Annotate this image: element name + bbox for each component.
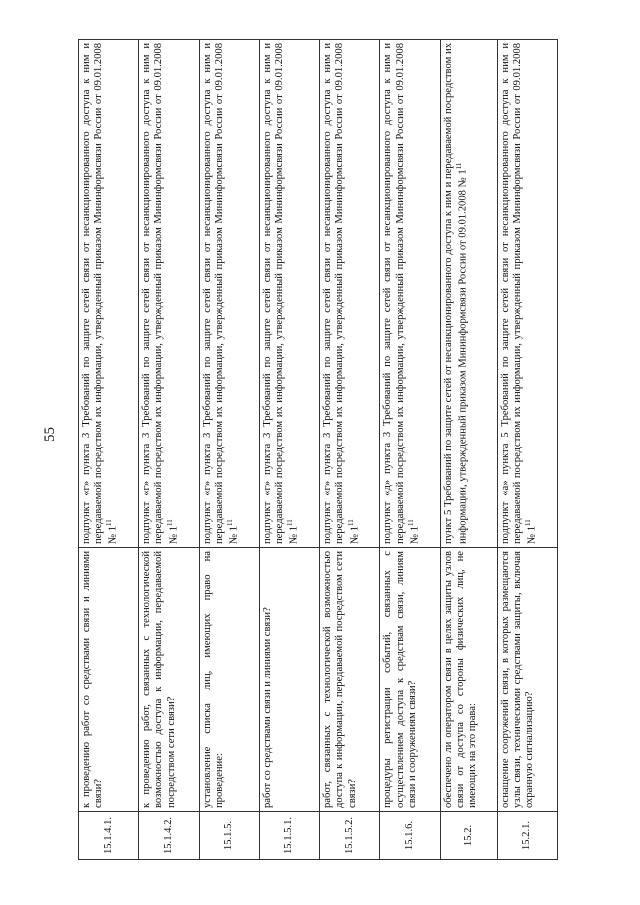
reference-text: пункт 5 Требований по защите сетей от несанкционированного доступа к ним и передаваемой посредством их информации, утвержденный приказом Мининформсвязи России от 09.01.2008 № 1 — [442, 43, 469, 544]
rotated-table-container — [78, 40, 558, 860]
reference-cell — [440, 40, 497, 548]
table-row — [440, 40, 497, 860]
table-row — [259, 40, 319, 860]
table-row — [139, 40, 199, 860]
footnote-marker: 11 — [346, 519, 355, 526]
reference-text: подпункт «г» пункта 3 Требований по защите сетей связи от несанкционированного доступа к ним и передаваемой посредством их информации, утвержденный приказом Мининформсвязи России от 09.01.2008 № 1 — [141, 43, 180, 544]
reference-cell — [79, 40, 139, 548]
reference-cell — [380, 40, 440, 548]
question-cell: установление списка лиц, имеющих право на проведение: — [199, 548, 259, 812]
question-cell: обеспечено ли оператором связи в целях защиты узлов связи от доступа со стороны физических лиц, не имеющих на это права: — [440, 548, 497, 812]
footnote-marker: 11 — [523, 519, 532, 526]
item-number: 15.2.1. — [497, 812, 557, 860]
question-cell: процедуры регистрации событий, связанных с осуществлением доступа к средствам связи, линиям связи и сооружениям связи? — [380, 548, 440, 812]
question-cell: к проведению работ, связанных с технологической возможностью доступа к информации, передаваемой посредством сети связи? — [139, 548, 199, 812]
item-number: 15.1.5.1. — [259, 812, 319, 860]
reference-cell — [139, 40, 199, 548]
question-cell: работ, связанных с технологической возможностью доступа к информации, передаваемой посредством сети связи? — [320, 548, 380, 812]
footnote-marker: 11 — [454, 162, 463, 170]
reference-text: подпункт «а» пункта 5 Требований по защите сетей связи от несанкционированного доступа к ним и передаваемой посредством их информации, утвержденный приказом Мининформсвязи России от 09.01.2008 № 1 — [499, 43, 538, 544]
reference-cell — [320, 40, 380, 548]
question-cell: к проведению работ со средствами связи и линиями связи? — [79, 548, 139, 812]
table-row — [199, 40, 259, 860]
item-number: 15.2. — [440, 812, 497, 860]
reference-cell — [497, 40, 557, 548]
footnote-marker: 11 — [105, 519, 114, 526]
page-number: 55 — [42, 427, 58, 442]
table-row — [79, 40, 139, 860]
item-number: 15.1.4.1. — [79, 812, 139, 860]
question-cell: оснащение сооружений связи, в которых размещаются узлы связи, техническими средствами защиты, включая охранную сигнализацию? — [497, 548, 557, 812]
table-row — [497, 40, 557, 860]
reference-cell — [199, 40, 259, 548]
reference-text: подпункт «д» пункта 3 Требований по защите сетей связи от несанкционированного доступа к ним и передаваемой посредством их информации, утвержденный приказом Мининформсвязи России от 09.01.2008 № 1 — [382, 43, 421, 544]
footnote-marker: 11 — [406, 519, 415, 526]
item-number: 15.1.5.2. — [320, 812, 380, 860]
footnote-marker: 11 — [225, 519, 234, 526]
question-cell: работ со средствами связи и линиями связи? — [259, 548, 319, 812]
requirements-table — [78, 39, 558, 860]
reference-cell — [259, 40, 319, 548]
reference-text: подпункт «г» пункта 3 Требований по защите сетей связи от несанкционированного доступа к ним и передаваемой посредством их информации, утвержденный приказом Мининформсвязи России от 09.01.2008 № 1 — [81, 43, 119, 544]
reference-text: подпункт «г» пункта 3 Требований по защите сетей связи от несанкционированного доступа к ним и передаваемой посредством их информации, утвержденный приказом Мининформсвязи России от 09.01.2008 № 1 — [201, 43, 240, 544]
item-number: 15.1.6. — [380, 812, 440, 860]
footnote-marker: 11 — [286, 519, 295, 526]
reference-text: подпункт «г» пункта 3 Требований по защите сетей связи от несанкционированного доступа к ним и передаваемой посредством их информации, утвержденный приказом Мининформсвязи России от 09.01.2008 № 1 — [261, 43, 300, 544]
item-number: 15.1.4.2. — [139, 812, 199, 860]
item-number: 15.1.5. — [199, 812, 259, 860]
reference-text: подпункт «г» пункта 3 Требований по защите сетей связи от несанкционированного доступа к ним и передаваемой посредством их информации, утвержденный приказом Мининформсвязи России от 09.01.2008 № 1 — [322, 43, 361, 544]
table-row — [320, 40, 380, 860]
footnote-marker: 11 — [165, 519, 174, 526]
table-row — [380, 40, 440, 860]
